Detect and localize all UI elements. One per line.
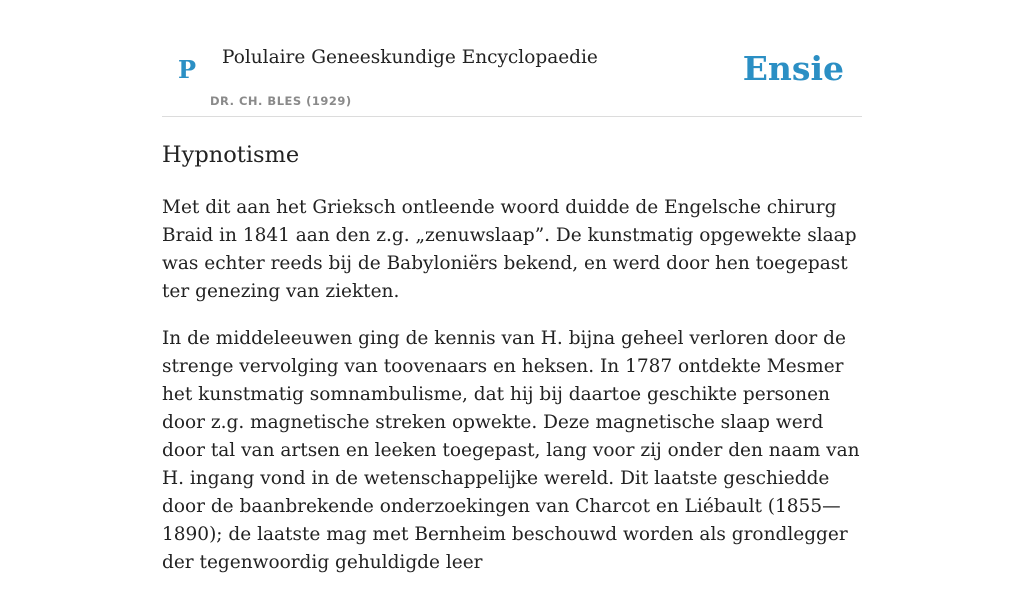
article-paragraph: Met dit aan het Grieksch ontleende woord duidde de Engelsche chirurg Braid in 1841 aan den z.g. „zenuwslaap”. De kunstmatig opgewekte slaap was echter reeds bij de Babyloniërs bekend, en werd door hen toegepast ter genezing van ziekten.: [162, 197, 857, 302]
publication-author: DR. CH. BLES (1929): [210, 94, 352, 108]
publication-title-link[interactable]: Polulaire Geneeskundige Encyclopaedie: [222, 47, 598, 68]
page-header: [162, 0, 862, 117]
article-paragraph: In de middeleeuwen ging de kennis van H. bijna geheel verloren door de strenge vervolging van toovenaars en heksen. In 1787 ontdekte Mesmer het kunstmatig somnambulisme, dat hij bij daartoe geschikte personen door z.g. magnetische streken opwekte. Deze magnetische slaap werd door tal van artsen en leeken toegepast, lang voor zij onder den naam van H. ingang vond in de wetenschappelijke wereld. Dit laatste geschiedde door de baanbrekende onderzoekingen van Charcot en Liébault (1855—1890); de laatste mag met Bernheim beschouwd worden als grondlegger der tegenwoordig gehuldigde leer: [162, 328, 860, 573]
site-logo-link[interactable]: Ensie: [742, 49, 844, 88]
article-title: Hypnotisme: [162, 142, 300, 168]
article-body: [162, 138, 862, 596]
publication-initial-logo[interactable]: P: [178, 55, 197, 84]
